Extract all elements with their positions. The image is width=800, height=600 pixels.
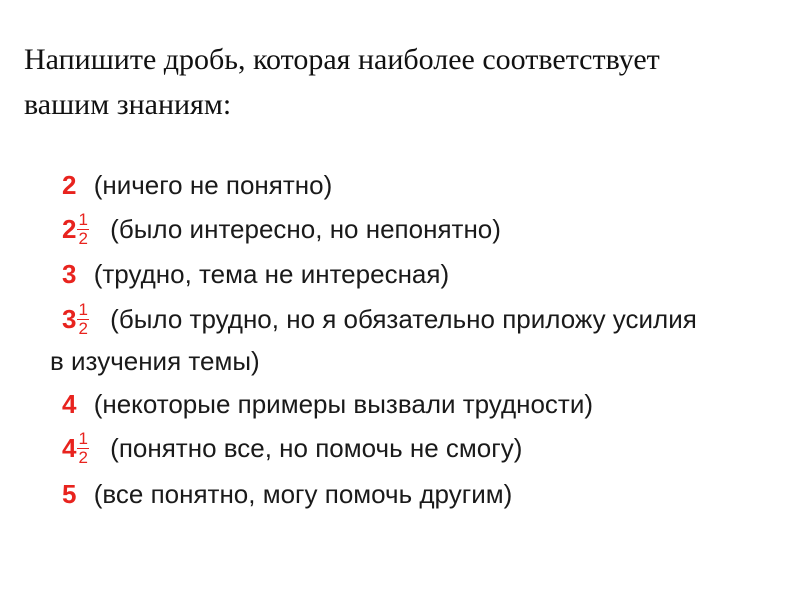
grade-description: (ничего не понятно) (93, 170, 333, 201)
fraction-denominator: 2 (78, 318, 88, 338)
fraction-numerator: 1 (78, 299, 88, 319)
fraction-numerator: 1 (78, 428, 88, 448)
grade-item-5 (62, 472, 512, 512)
grade-item-2-half (62, 207, 501, 247)
grade-item-4 (62, 382, 593, 422)
grade-item-3 (62, 252, 449, 292)
grade-description: (понятно все, но помочь не смогу) (110, 433, 523, 464)
fraction-denominator: 2 (78, 228, 88, 248)
grade-number: 5 (62, 479, 77, 510)
fraction-denominator: 2 (78, 447, 88, 467)
instruction-line-1: Напишите дробь, которая наиболее соответствует (24, 43, 660, 76)
grade-description: (было интересно, но непонятно) (110, 214, 501, 245)
grade-item-4-half (62, 426, 522, 466)
instruction-line-2: вашим знаниям: (24, 88, 232, 121)
grade-number: 4 (62, 389, 77, 420)
grade-item-2 (62, 163, 332, 203)
grade-fraction (77, 430, 88, 467)
grade-number: 3 (62, 304, 77, 335)
grade-fraction (77, 301, 88, 338)
instruction-heading (24, 37, 784, 127)
grade-item-3-half-continuation (50, 341, 260, 381)
grade-description-continuation: в изучения темы) (50, 346, 260, 376)
fraction-numerator: 1 (78, 209, 88, 229)
grade-number: 2 (62, 214, 77, 245)
grade-fraction (77, 211, 88, 248)
grade-item-3-half (62, 297, 697, 337)
grade-description: (все понятно, могу помочь другим) (93, 479, 513, 510)
grade-description: (трудно, тема не интересная) (93, 259, 450, 290)
grade-number: 4 (62, 433, 77, 464)
grade-description: (некоторые примеры вызвали трудности) (93, 389, 594, 420)
grade-number: 2 (62, 170, 77, 201)
grade-number: 3 (62, 259, 77, 290)
grade-description: (было трудно, но я обязательно приложу усилия (110, 304, 697, 335)
